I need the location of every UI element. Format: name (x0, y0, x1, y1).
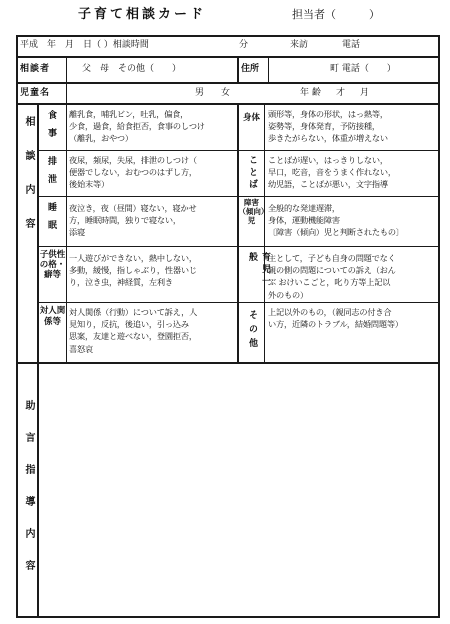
category-label-disability (238, 198, 265, 244)
date-field[interactable]: 平成 年 月 日（ ）相談時間 (20, 40, 149, 50)
divider (37, 246, 237, 247)
divider (237, 57, 239, 84)
gender-options[interactable]: 男 女 (195, 88, 235, 98)
divider (16, 103, 440, 105)
divider (16, 56, 440, 58)
category-label-body (239, 108, 264, 128)
category-label-disability-text: 障害（傾向）児 (238, 198, 265, 225)
category-label-relations-text: 対人関係等 (39, 306, 66, 327)
divider (16, 82, 440, 84)
category-text-disability[interactable]: 全般的な発達遅滞， 身体，運動機能障害 〔障害（傾向）児と判断されたもの〕 (268, 203, 404, 238)
category-text-other[interactable]: 上記以外のもの，（親同志の付き合 い方，近隣のトラブル，結婚問題等） (268, 307, 403, 330)
minutes-label: 分 (239, 40, 249, 50)
category-text-language[interactable]: ことばが遅い，はっきりしない， 早口，吃音，音をうまく作れない， 幼児語，ことばが悪い，文字指導 (268, 155, 396, 190)
card-title: 子育て相談カード (78, 7, 207, 22)
category-text-personality[interactable]: 一人遊びができない，熱中しない， 多動，緩慢，指しゃぶり，性器いじ り，泣き虫，神経質，左利き (69, 253, 197, 288)
divider (237, 302, 440, 303)
category-text-sleep[interactable]: 夜泣き，夜（昼間）寝ない，寝かせ 方，睡眠時間，独りで寝ない， 添寝 (69, 203, 197, 238)
divider (37, 104, 39, 618)
age-field[interactable]: 年齢 才 月 (300, 88, 373, 98)
category-label-excretion: 排泄 (46, 156, 56, 192)
address-label: 住所 (241, 64, 260, 74)
divider (37, 150, 237, 151)
frame-top (16, 35, 440, 37)
category-label-personality (39, 250, 66, 300)
category-text-relations[interactable]: 対人関係（行動）について訴え，人 見知り，反抗，後追い，引っ込み 思案，友達と遊べない，登園拒否， 喜怒哀 (69, 307, 198, 354)
category-text-meal[interactable]: 離乳食，哺乳ビン，吐乳，偏食， 少食，過食，給食拒否，食事のしつけ （離乳，おやつ） (69, 109, 205, 144)
category-text-body[interactable]: 頭形等，身体の形状，はっ熱等， 姿勢等，身体発育，予防接種， 歩きたがらない，体重が増えない (268, 109, 388, 144)
category-text-parenting[interactable]: 主として，子ども自身の問題でなく 親の側の問題についての訴え（おん ぶ おけいこごと，叱り方等上記以 外のもの） (268, 253, 396, 300)
divider (237, 196, 440, 197)
divider (237, 150, 440, 151)
category-text-excretion[interactable]: 夜尿，頻尿，失尿，排泄のしつけ（ 便器でしない，おむつのはずし方， 後始末等） (69, 155, 197, 190)
category-label-relations (39, 306, 66, 360)
divider (268, 57, 269, 84)
advice-label: 助言指導内容 (23, 400, 34, 592)
consulter-options[interactable]: 父 母 その他（ ） (82, 64, 182, 74)
staff-field[interactable]: 担当者（ ） (292, 8, 380, 21)
category-label-parenting: 育児一般 (247, 252, 270, 288)
category-label-meal: 食事 (46, 110, 56, 146)
divider (66, 104, 67, 362)
advice-area[interactable] (40, 364, 437, 615)
divider (37, 302, 237, 303)
category-label-personality-text: 子供性の格・癖等 (39, 250, 66, 280)
divider (37, 196, 237, 197)
consultation-content-label: 相談内容 (23, 116, 34, 252)
frame-bottom (16, 616, 440, 618)
divider (237, 246, 440, 247)
frame-left (16, 35, 18, 618)
category-label-body-text: 身体 (242, 113, 260, 123)
consulter-label: 相談者 (20, 64, 51, 74)
category-label-language: ことば (247, 155, 257, 191)
address-field[interactable]: 町 電話（ ） (330, 64, 396, 74)
category-label-other: その他 (247, 310, 257, 352)
visit-option[interactable]: 来訪 (290, 40, 309, 50)
child-name-label: 児童名 (20, 88, 51, 98)
divider (66, 57, 67, 104)
frame-right (438, 35, 440, 618)
phone-option[interactable]: 電話 (342, 40, 361, 50)
category-label-sleep: 睡眠 (46, 202, 56, 238)
